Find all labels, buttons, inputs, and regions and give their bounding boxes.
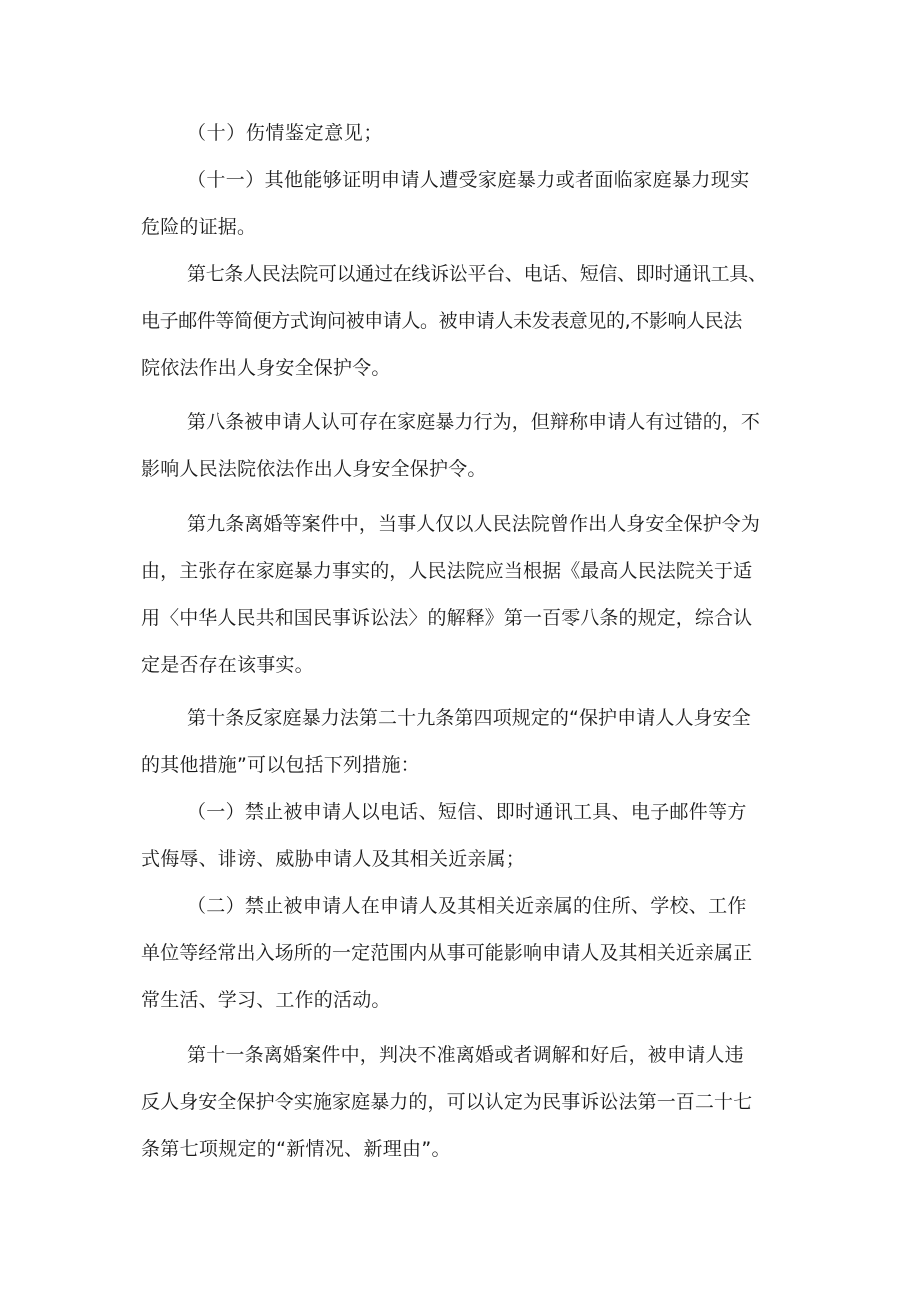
article-9-text: 第九条离婚等案件中，当事人仅以人民法院曾作出人身安全保护令为 xyxy=(187,513,761,535)
item-11-text: （十一）其他能够证明申请人遭受家庭暴力或者面临家庭暴力现实 xyxy=(187,169,750,191)
article-7-text-cont: 院依法作出人身安全保护令。 xyxy=(141,357,391,379)
measure-1-text: （一）禁止被申请人以电话、短信、即时通讯工具、电子邮件等方 xyxy=(187,801,747,823)
item-11-text-cont: 危险的证据。 xyxy=(141,216,257,238)
article-7-text-cont: 电子邮件等简便方式询问被申请人。被申请人未发表意见的,不影响人民法 xyxy=(141,310,742,332)
article-11-text: 第十一条离婚案件中，判决不准离婚或者调解和好后，被申请人违 xyxy=(187,1044,744,1066)
article-8-text: 第八条被申请人认可存在家庭暴力行为，但辩称申请人有过错的，不 xyxy=(187,411,761,433)
item-10-text: （十）伤情鉴定意见； xyxy=(187,122,384,144)
article-8-text-cont: 影响人民法院依法作出人身安全保护令。 xyxy=(141,458,487,480)
article-7-text: 第七条人民法院可以通过在线诉讼平台、电话、短信、即时通讯工具、 xyxy=(187,263,767,285)
article-9-text-cont: 用〈中华人民共和国民事诉讼法〉的解释》第一百零八条的规定，综合认 xyxy=(141,607,753,629)
measure-2-text: （二）禁止被申请人在申请人及其相关近亲属的住所、学校、工作 xyxy=(187,895,747,917)
measure-2-text-cont: 单位等经常出入场所的一定范围内从事可能影响申请人及其相关近亲属正 xyxy=(141,942,753,964)
measure-1-text-cont: 式侮辱、诽谤、威胁申请人及其相关近亲属； xyxy=(141,848,526,870)
article-11-text-cont: 条第七项规定的“新情况、新理由”。 xyxy=(141,1138,451,1160)
article-9-text-cont: 定是否存在该事实。 xyxy=(141,654,314,676)
article-10-text-cont: 的其他措施”可以包括下列措施： xyxy=(141,754,420,776)
measure-2-text-cont: 常生活、学习、工作的活动。 xyxy=(141,989,391,1011)
article-10-text: 第十条反家庭暴力法第二十九条第四项规定的“保护申请人人身安全 xyxy=(187,707,751,729)
article-9-text-cont: 由，主张存在家庭暴力事实的，人民法院应当根据《最高人民法院关于适 xyxy=(141,560,753,582)
article-11-text-cont: 反人身安全保护令实施家庭暴力的，可以认定为民事诉讼法第一百二十七 xyxy=(141,1091,753,1113)
